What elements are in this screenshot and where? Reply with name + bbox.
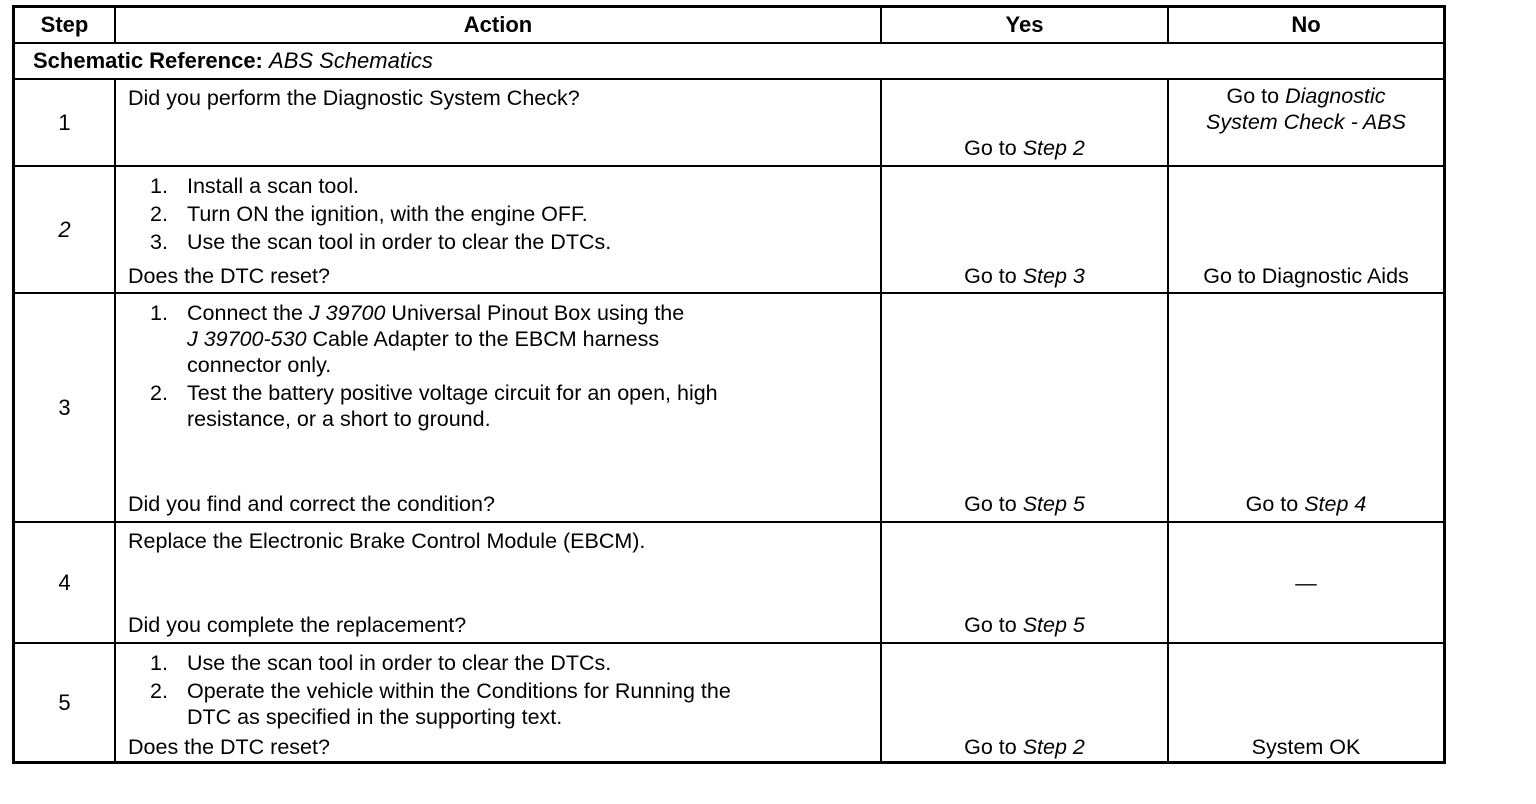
question-text: Does the DTC reset?	[128, 735, 330, 759]
step-row-5	[15, 644, 1443, 761]
question-text: Does the DTC reset?	[128, 264, 330, 288]
header-yes: Yes	[882, 8, 1169, 42]
list-item: 1. Install a scan tool.	[150, 174, 360, 198]
step-row-2	[15, 167, 1443, 294]
no-goto[interactable]: Go to Step 4	[1245, 492, 1367, 516]
yes-goto[interactable]: Go to Step 2	[964, 735, 1085, 759]
list-item: 2. Operate the vehicle within the Conditions for Running the DTC as specified in the supporting text.	[150, 679, 731, 729]
step-number: 2	[58, 216, 71, 242]
yes-goto[interactable]: Go to Step 2	[964, 136, 1085, 160]
schematic-reference	[15, 44, 1443, 78]
yes-goto[interactable]: Go to Step 5	[964, 492, 1085, 516]
step-row-3	[15, 294, 1443, 523]
schematic-reference-link[interactable]: ABS Schematics	[269, 48, 433, 73]
header-step: Step	[15, 8, 116, 42]
question-text: Did you find and correct the condition?	[128, 492, 495, 516]
list-item: 2. Turn ON the ignition, with the engine OFF.	[150, 202, 588, 226]
step-number: 5	[58, 689, 71, 715]
step-number: 3	[58, 394, 71, 420]
no-goto[interactable]: Go to Diagnostic System Check - ABS	[1206, 84, 1406, 134]
list-item: 1. Connect the J 39700 Universal Pinout Box using the J 39700-530 Cable Adapter to the EBCM harness connector only.	[150, 301, 685, 377]
step-row-1	[15, 80, 1443, 167]
step-number: 4	[58, 569, 71, 595]
question-text: Did you complete the replacement?	[128, 613, 467, 637]
no-goto[interactable]: Go to Diagnostic Aids	[1203, 264, 1409, 288]
schematic-reference-label: Schematic Reference:	[33, 48, 263, 73]
list-item: 1. Use the scan tool in order to clear the DTCs.	[150, 651, 612, 675]
list-item: 3. Use the scan tool in order to clear the DTCs.	[150, 230, 612, 254]
header-action: Action	[116, 8, 882, 42]
diagnostic-table	[12, 5, 1446, 764]
action-text: Replace the Electronic Brake Control Module (EBCM).	[128, 529, 646, 553]
step-number: 1	[58, 109, 71, 135]
action-text: Did you perform the Diagnostic System Check?	[128, 86, 580, 110]
yes-goto[interactable]: Go to Step 3	[964, 264, 1085, 288]
schematic-reference-row	[15, 44, 1443, 80]
yes-goto[interactable]: Go to Step 5	[964, 613, 1085, 637]
step-row-4	[15, 523, 1443, 644]
header-row	[15, 8, 1443, 44]
list-item: 2. Test the battery positive voltage circuit for an open, high resistance, or a short to ground.	[150, 381, 718, 431]
no-dash: —	[1295, 571, 1317, 595]
header-no: No	[1291, 12, 1321, 37]
no-goto[interactable]: System OK	[1251, 735, 1361, 759]
